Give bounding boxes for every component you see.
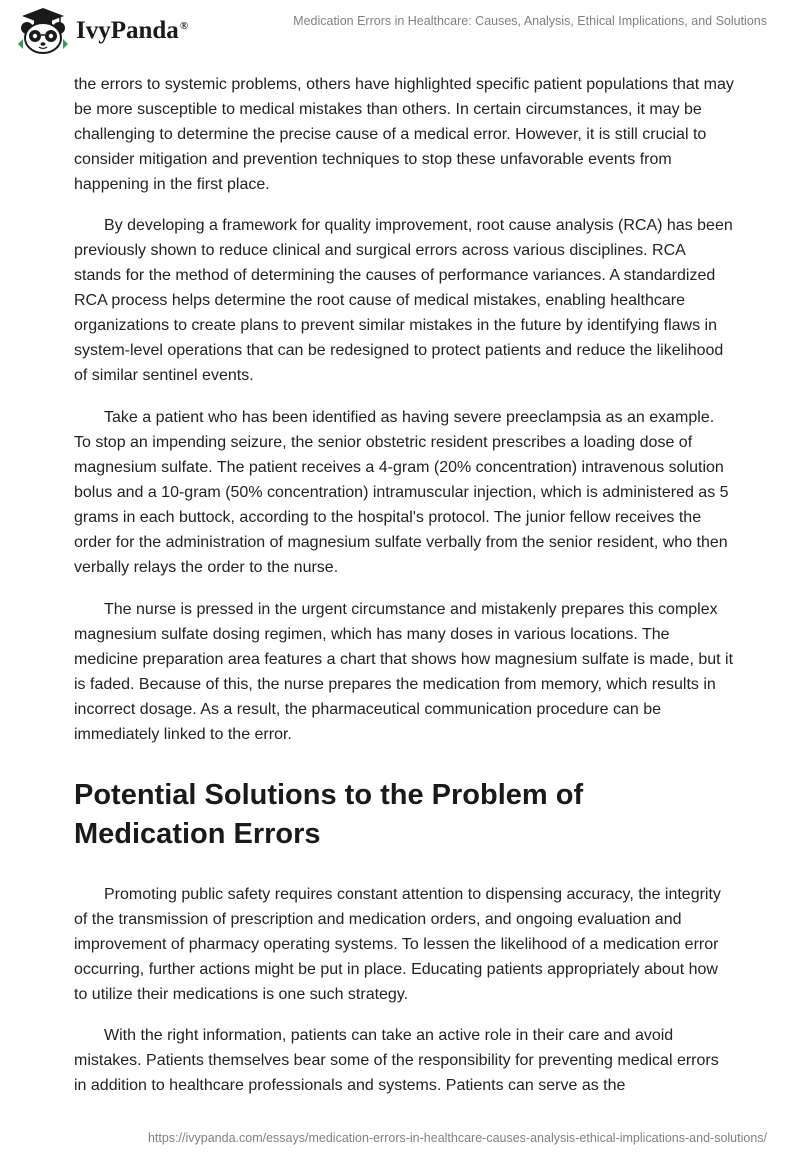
paragraph: Take a patient who has been identified as having severe preeclampsia as an example. To stop an impending seizure, the senior obstetric resident prescribes a loading dose of magnesium sulfate. The patient receives a 4-gram (20% concentration) intravenous solution bolus and a 10-gram (50% concentration) intramuscular injection, which is administered as 5 grams in each buttock, according to the hospital's protocol. The junior fellow receives the order for the administration of magnesium sulfate verbally from the senior resident, who then verbally relays the order to the nurse. bbox=[74, 409, 729, 576]
paragraph: the errors to systemic problems, others have highlighted specific patient populations that may be more susceptible to medical mistakes than others. In certain circumstances, it may be challenging to determine the precise cause of a medical error. However, it is still crucial to consider mitigation and prevention techniques to stop these unfavorable events from happening in the first place. bbox=[74, 76, 734, 193]
paragraph: Promoting public safety requires constant attention to dispensing accuracy, the integrity of the transmission of prescription and medication orders, and ongoing evaluation and improvement of pharmacy operating systems. To lessen the likelihood of a medication error occurring, further actions might be put in place. Educating patients appropriately about how to utilize their medications is one such strategy. bbox=[74, 886, 721, 1003]
source-url-link[interactable]: https://ivypanda.com/essays/medication-errors-in-healthcare-causes-analysis-ethical-implications-and-solutions/ bbox=[147, 1131, 767, 1145]
document-title: Medication Errors in Healthcare: Causes, Analysis, Ethical Implications, and Solutions bbox=[293, 14, 767, 28]
panda-graduate-icon bbox=[14, 6, 72, 56]
section-heading: Potential Solutions to the Problem of Medication Errors bbox=[74, 779, 584, 850]
brand-name: IvyPanda® bbox=[76, 17, 189, 44]
article-body bbox=[74, 72, 734, 1098]
paragraph: The nurse is pressed in the urgent circumstance and mistakenly prepares this complex magnesium sulfate dosing regimen, which has many doses in various locations. The medicine preparation area features a chart that shows how magnesium sulfate is made, but it is faded. Because of this, the nurse prepares the medication from memory, which results in incorrect dosage. As a result, the pharmaceutical communication procedure can be immediately linked to the error. bbox=[74, 601, 734, 743]
brand-logo[interactable] bbox=[14, 6, 188, 56]
page-header bbox=[0, 0, 800, 60]
paragraph: With the right information, patients can take an active role in their care and avoid mistakes. Patients themselves bear some of the responsibility for preventing medical errors in addition to healthcare professionals and systems. Patients can serve as the bbox=[74, 1027, 719, 1094]
paragraph: By developing a framework for quality improvement, root cause analysis (RCA) has been previously shown to reduce clinical and surgical errors across various disciplines. RCA stands for the method of determining the causes of performance variances. A standardized RCA process helps determine the root cause of medical mistakes, enabling healthcare organizations to create plans to prevent similar mistakes in the future by identifying flaws in system-level operations that can be redesigned to protect patients and reduce the likelihood of similar sentinel events. bbox=[74, 217, 733, 384]
